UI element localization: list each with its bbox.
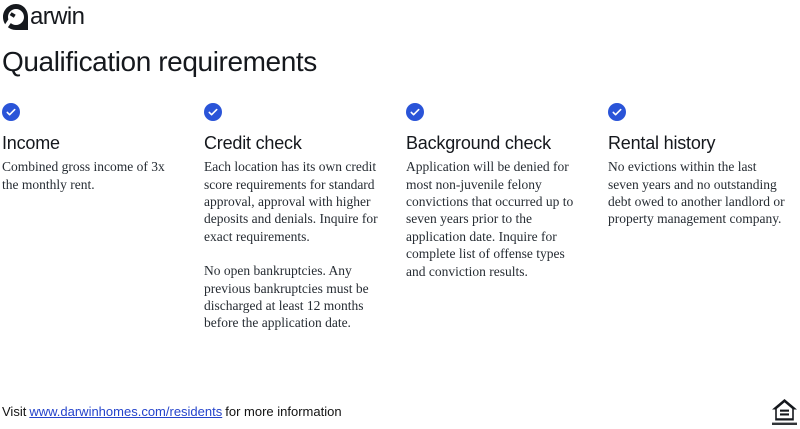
footer-note: [2, 404, 342, 419]
requirement-title: Rental history: [608, 132, 716, 153]
requirement-title: Income: [2, 132, 60, 153]
requirement-paragraph: Combined gross income of 3x the monthly rent.: [2, 159, 165, 192]
darwin-logo: [2, 3, 788, 30]
requirement-title: Credit check: [204, 132, 302, 153]
equal-housing-opportunity-icon: [772, 399, 797, 426]
page-title: Qualification requirements: [2, 46, 317, 77]
requirement-paragraph: Each location has its own credit score requirements for standard approval, approval with higher deposits and denials. Inquire for exact requirements.: [204, 159, 378, 244]
darwin-logo-icon: [2, 3, 29, 30]
requirement-card-credit-check: [204, 103, 384, 332]
check-circle-icon: [608, 103, 788, 121]
requirement-card-income: [2, 103, 182, 332]
footer-suffix: for more information: [225, 404, 342, 419]
requirement-paragraph: No open bankruptcies. Any previous bankruptcies must be discharged at least 12 months before the application date.: [204, 263, 369, 331]
requirement-card-background-check: [406, 103, 586, 332]
darwin-logo-wordmark: arwin: [30, 3, 85, 30]
requirement-paragraph: No evictions within the last seven years and no outstanding debt owed to another landlord or property management company.: [608, 159, 785, 227]
requirement-card-rental-history: [608, 103, 788, 332]
check-circle-icon: [406, 103, 586, 121]
requirement-title: Background check: [406, 132, 551, 153]
check-circle-icon: [204, 103, 384, 121]
requirements-grid: [2, 103, 788, 332]
residents-link[interactable]: www.darwinhomes.com/residents: [29, 404, 223, 419]
check-circle-icon: [2, 103, 182, 121]
requirement-paragraph: Application will be denied for most non-juvenile felony convictions that occurred up to seven years prior to the application date. Inquire for complete list of offense types and conviction results.: [406, 159, 574, 279]
footer-prefix: Visit: [2, 404, 27, 419]
